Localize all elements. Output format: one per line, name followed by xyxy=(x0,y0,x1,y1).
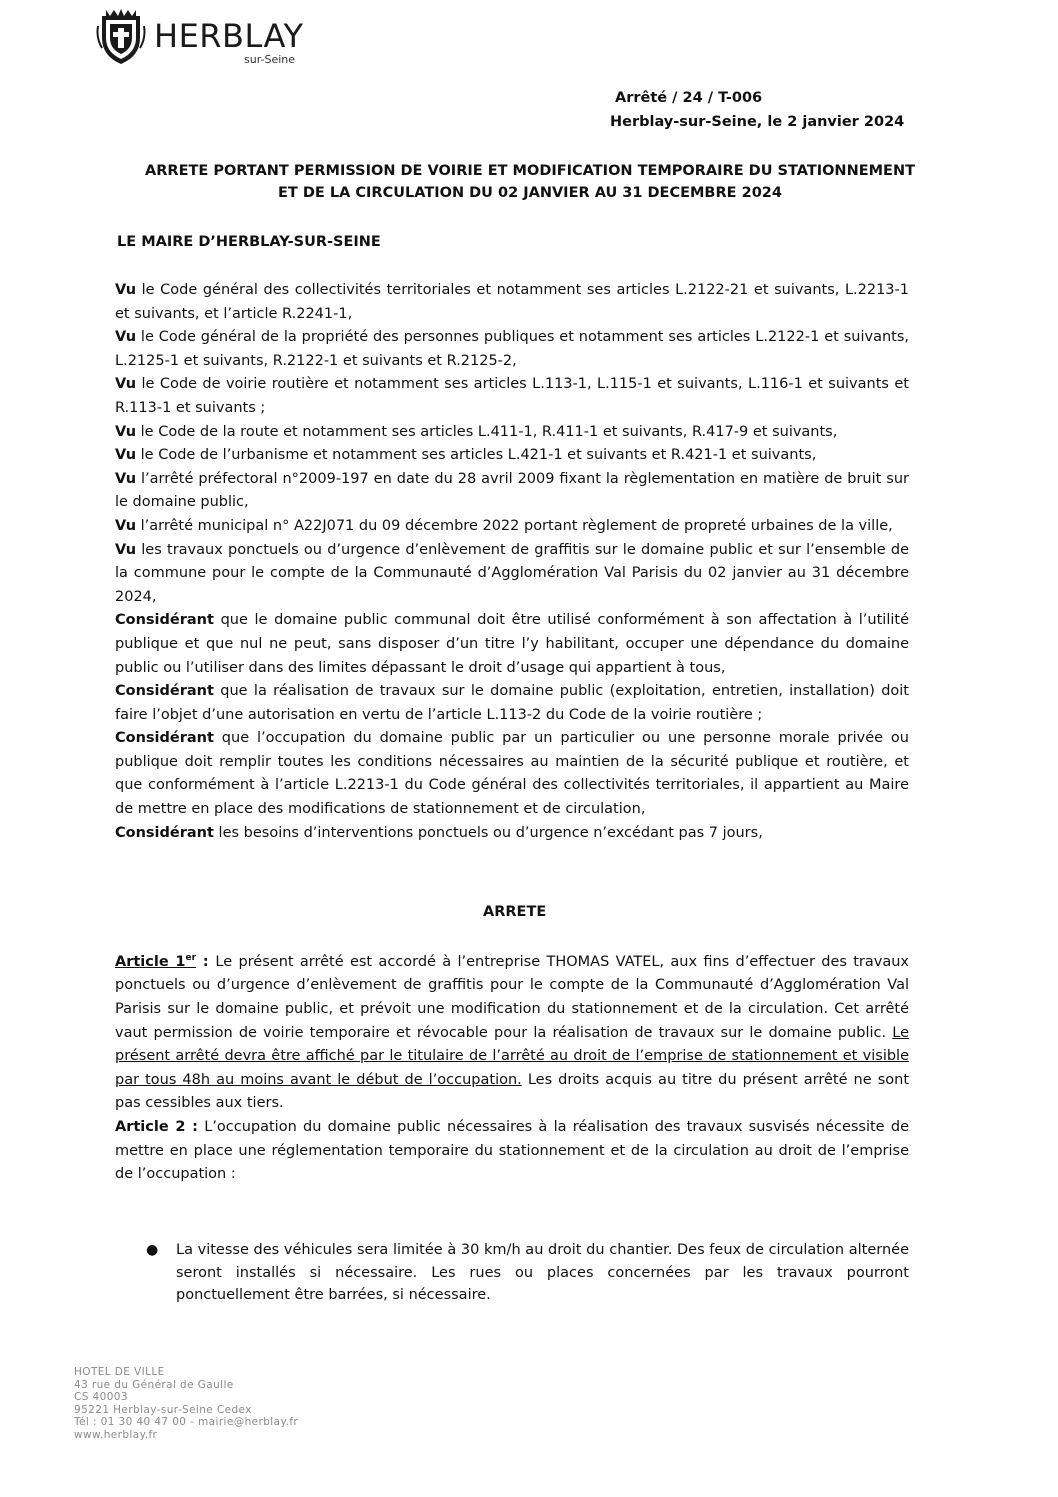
list-item xyxy=(146,1239,909,1307)
preamble-item: Considérant que la réalisation de travaux sur le domaine public (exploitation, entretien, installation) doit faire l’objet d’une autorisation en vertu de l’article L.113-2 du Code de la voirie routière ; xyxy=(115,683,909,723)
bullet-icon: ● xyxy=(146,1242,159,1258)
preamble-item: Considérant que l’occupation du domaine public par un particulier ou une personne morale privée ou publique doit remplir toutes les conditions nécessaires au maintien de la sécurité publique et routière, et que conformément à l’article L.2213-1 du Code général des collectivités territoriales, il appartient au Maire de mettre en place des modifications de stationnement et de circulation, xyxy=(115,730,909,818)
preamble-item: Vu le Code de l’urbanisme et notamment ses articles L.421-1 et suivants et R.421-1 et suivants, xyxy=(115,447,817,464)
footer-line: Tél : 01 30 40 47 00 - mairie@herblay.fr xyxy=(74,1416,299,1428)
footer-line: 43 rue du Général de Gaulle xyxy=(74,1378,234,1391)
bullet-text: La vitesse des véhicules sera limitée à 30 km/h au droit du chantier. Des feux de circulation alternée seront installés si nécessaire. Les rues ou places concernées par les travaux pourront ponctuellement être barrées, si nécessaire. xyxy=(176,1242,909,1304)
preamble-item: Vu le Code général de la propriété des personnes publiques et notamment ses articles L.2122-1 et suivants, L.2125-1 et suivants, R.2122-1 et suivants et R.2125-2, xyxy=(115,329,909,369)
logo-subtitle: sur-Seine xyxy=(244,53,296,66)
footer-line: CS 40003 xyxy=(74,1391,128,1403)
decree-reference: Arrêté / 24 / T-006 xyxy=(615,90,763,106)
preamble-item: Vu le Code de la route et notamment ses articles L.411-1, R.411-1 et suivants, R.417-9 et suivants, xyxy=(115,423,838,440)
preamble-item: Vu l’arrêté municipal n° A22J071 du 09 décembre 2022 portant règlement de propreté urbaines de la ville, xyxy=(115,517,893,534)
title-line-2: ET DE LA CIRCULATION DU 02 JANVIER AU 31 DECEMBRE 2024 xyxy=(278,185,782,201)
preamble-item: Vu les travaux ponctuels ou d’urgence d’enlèvement de graffitis sur le domaine public et sur l’ensemble de la commune pour le compte de la Communauté d’Agglomération Val Parisis du 02 janvier au 31 décembre 2024, xyxy=(115,541,909,605)
article-2: Article 2 : L’occupation du domaine public nécessaires à la réalisation des travaux susvisés nécessite de mettre en place une réglementation temporaire du stationnement et de la circulation au droit de l’emprise de l’occupation : xyxy=(115,1118,909,1183)
preamble-item: Considérant les besoins d’interventions ponctuels ou d’urgence n’excédant pas 7 jours, xyxy=(115,824,763,841)
document-title xyxy=(100,160,960,204)
preamble xyxy=(115,279,909,845)
article-1-label: Article 1er xyxy=(115,953,197,970)
article-1: Article 1er : Le présent arrêté est accordé à l’entreprise THOMAS VATEL, aux fins d’effectuer des travaux ponctuels ou d’urgence d’enlèvement de graffitis pour le compte de la Communauté d’Agglomération Val Parisis sur le domaine public, et prévoit une modification du stationnement et de la circulation. Cet arrêté vaut permission de voirie temporaire et révocable pour la réalisation de travaux sur le domaine public. Le présent arrêté devra être affiché par le titulaire de l’arrêté au droit de l’emprise de stationnement et visible par tous 48h au moins avant le début de l’occupation. Les droits acquis au titre du présent arrêté ne sont pas cessibles aux tiers. xyxy=(115,953,910,1112)
preamble-item: Vu l’arrêté préfectoral n°2009-197 en date du 28 avril 2009 fixant la règlementation en matière de bruit sur le domaine public, xyxy=(115,470,909,511)
display-requirement: Le présent arrêté devra être affiché par le titulaire de l’arrêté au droit de l’emprise de stationnement et visible par tous 48h au moins avant le début de l’occupation. xyxy=(115,1024,909,1088)
reference-block xyxy=(610,86,910,134)
mayor-heading: LE MAIRE D’HERBLAY-SUR-SEINE xyxy=(117,234,381,250)
herblay-logo xyxy=(96,8,326,68)
footer-line: 95221 Herblay-sur-Seine Cedex xyxy=(74,1403,252,1416)
article-2-label: Article 2 : xyxy=(115,1118,198,1135)
preamble-item: Vu le Code de voirie routière et notamment ses articles L.113-1, L.115-1 et suivants, L.116-1 et suivants et R.113-1 et suivants ; xyxy=(115,376,909,416)
title-line-1: ARRETE PORTANT PERMISSION DE VOIRIE ET MODIFICATION TEMPORAIRE DU STATIONNEMENT xyxy=(145,163,915,179)
footer-line: www.herblay.fr xyxy=(74,1428,158,1441)
footer-line: HOTEL DE VILLE xyxy=(74,1366,165,1378)
articles xyxy=(115,947,909,1187)
city-crest-icon xyxy=(96,8,146,66)
preamble-item: Considérant que le domaine public communal doit être utilisé conformément à son affectation à l’utilité publique et que nul ne peut, sans disposer d’un titre l’y habilitant, occuper une dépendance du domaine public ou l’utiliser dans des limites dépassant le droit d’usage qui appartient à tous, xyxy=(115,612,909,676)
preamble-item: Vu le Code général des collectivités territoriales et notamment ses articles L.2122-21 et suivants, L.2213-1 et suivants, et l’article R.2241-1, xyxy=(115,282,909,322)
footer-address xyxy=(74,1366,404,1441)
logo-name: HERBLAY xyxy=(154,17,304,55)
arrete-heading: ARRETE xyxy=(483,904,547,920)
place-date: Herblay-sur-Seine, le 2 janvier 2024 xyxy=(610,114,905,130)
